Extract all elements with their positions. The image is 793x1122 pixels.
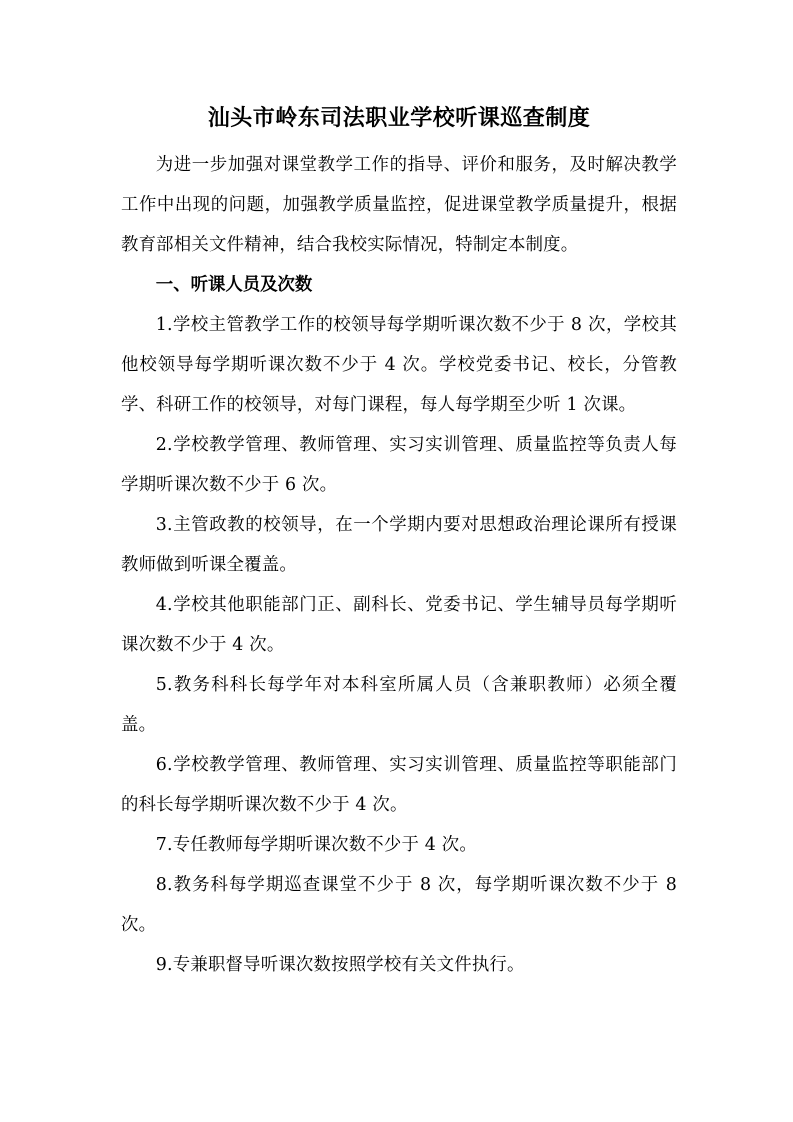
list-item: 3.主管政教的校领导，在一个学期内要对思想政治理论课所有授课教师做到听课全覆盖。: [121, 515, 677, 575]
list-item: 9.专兼职督导听课次数按照学校有关文件执行。: [155, 955, 525, 975]
document-title: 汕头市岭东司法职业学校听课巡查制度: [207, 105, 591, 131]
list-item: 2.学校教学管理、教师管理、实习实训管理、质量监控等负责人每学期听课次数不少于 6 次。: [121, 435, 677, 495]
list-item: 6.学校教学管理、教师管理、实习实训管理、质量监控等职能部门的科长每学期听课次数不少于 4 次。: [121, 755, 677, 815]
list-item: 8.教务科每学期巡查课堂不少于 8 次，每学期听课次数不少于 8 次。: [121, 875, 677, 935]
intro-paragraph: 为进一步加强对课堂教学工作的指导、评价和服务，及时解决教学工作中出现的问题，加强教学质量监控，促进课堂教学质量提升，根据教育部相关文件精神，结合我校实际情况，特制定本制度。: [121, 155, 677, 255]
list-item: 4.学校其他职能部门正、副科长、党委书记、学生辅导员每学期听课次数不少于 4 次。: [121, 595, 677, 655]
section-heading: 一、听课人员及次数: [155, 275, 313, 295]
list-item: 1.学校主管教学工作的校领导每学期听课次数不少于 8 次，学校其他校领导每学期听课次数不少于 4 次。学校党委书记、校长，分管教学、科研工作的校领导，对每门课程，每人每学期至少听 1 次课。: [121, 315, 677, 415]
document-body: [121, 97, 677, 985]
list-item: 7.专任教师每学期听课次数不少于 4 次。: [155, 835, 477, 855]
list-item: 5.教务科科长每学年对本科室所属人员（含兼职教师）必须全覆盖。: [121, 675, 677, 735]
